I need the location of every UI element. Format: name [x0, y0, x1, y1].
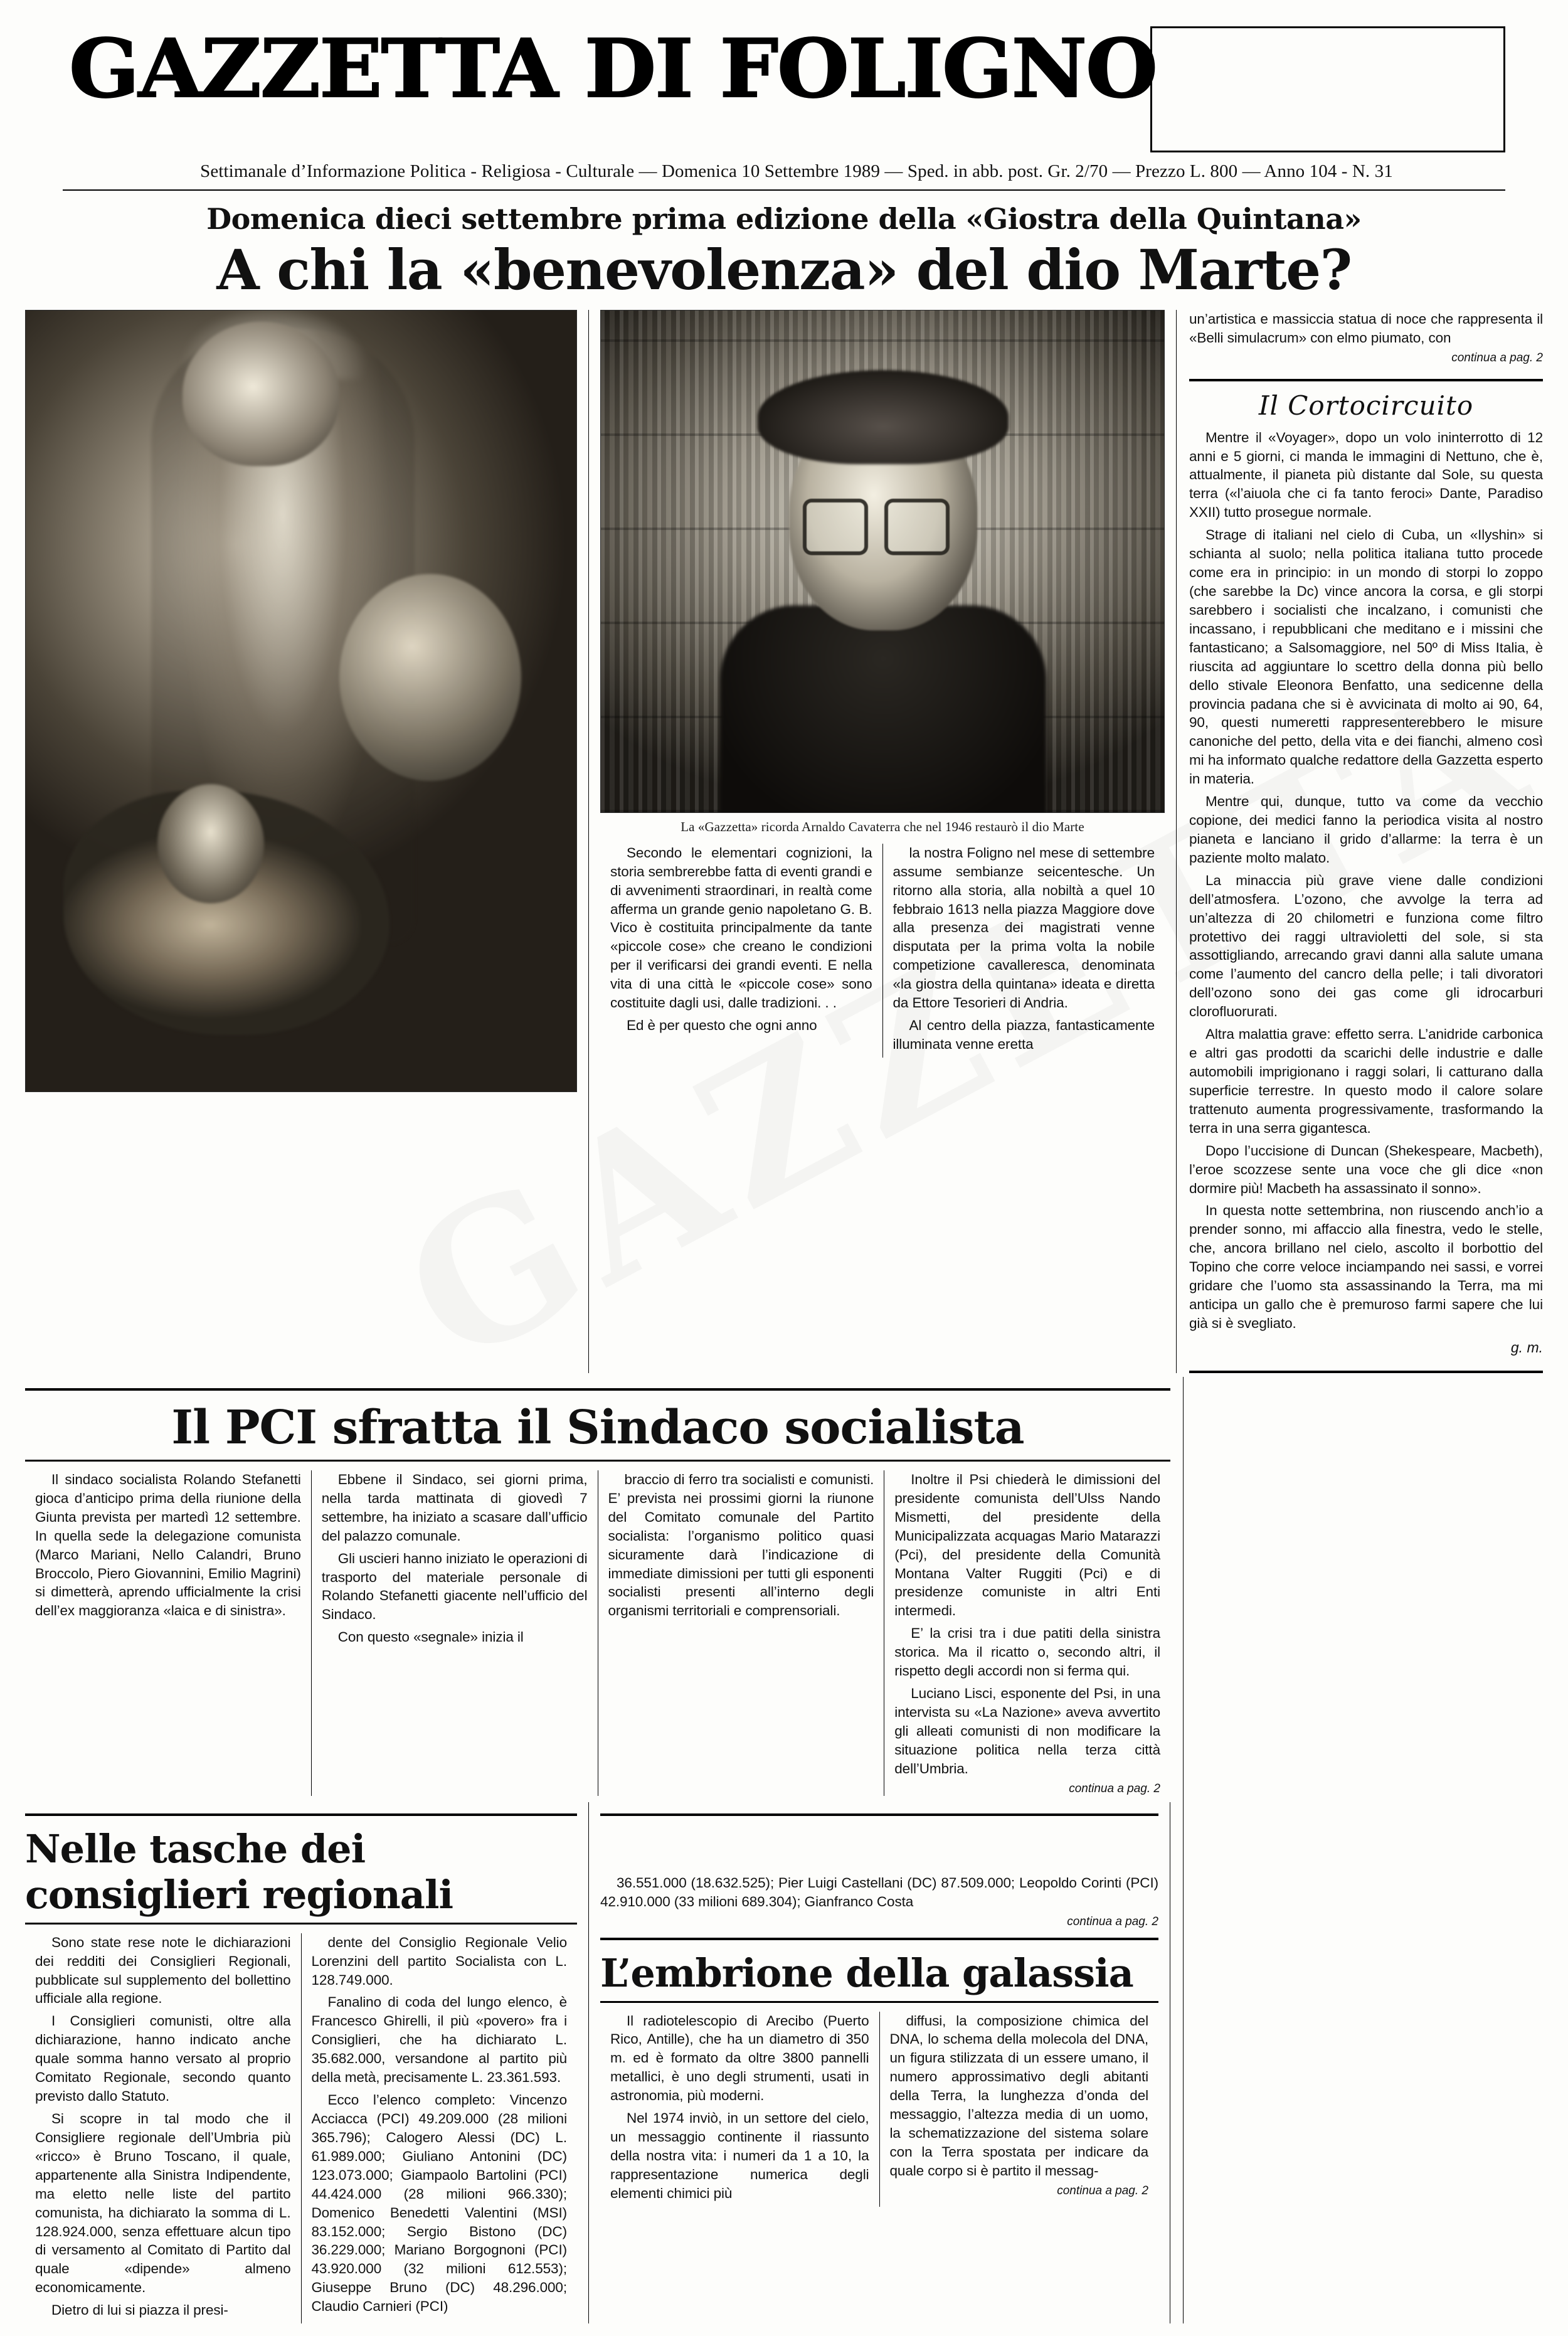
lead-kicker: Domenica dieci settembre prima edizione della «Giostra della Quintana»	[206, 202, 1362, 236]
eyeglass-right	[884, 499, 950, 555]
lead-col-2	[882, 844, 1165, 1058]
galassia-col-1	[600, 2012, 879, 2207]
masthead-rule	[63, 189, 1505, 191]
tasche-col-3-and-galassia	[589, 1802, 1170, 2323]
lead-center-column	[588, 310, 1177, 1373]
man-hat	[758, 370, 1009, 464]
statue-helmet	[183, 322, 339, 466]
lead-text-columns	[600, 844, 1165, 1058]
right-rail-lower	[1184, 1377, 1543, 2323]
masthead-empty-box	[1150, 26, 1505, 152]
paragraph: Mentre qui, dunque, tutto va come da vecchio copione, dei medici fanno la periodica visita al nostro pianeta e lanciano il grido d’allarme: la terra è un paziente molto malato.	[1189, 794, 1543, 866]
cortocircuito-signature: g. m.	[1510, 1339, 1543, 1356]
continua-note: continua a pag. 2	[1067, 1914, 1158, 1928]
pci-rule-top	[25, 1388, 1170, 1391]
newspaper-title: GAZZETTA DI FOLIGNO	[69, 22, 1157, 116]
continua-note: continua a pag. 2	[1069, 1781, 1160, 1795]
paragraph: Il radiotelescopio di Arecibo (Puerto Rico, Antille), che ha un diametro di 350 m. ed è formato da oltre 3800 pannelli metallici, è uno degli strumenti, usati in astronomia, più moderni.	[610, 2012, 869, 2104]
pci-rule-under	[25, 1460, 1170, 1462]
paragraph: Ebbene il Sindaco, sei giorni prima, nella tarda mattinata di giovedì 7 settembre, ha iniziato a scasare dall’ufficio del palazzo comunale.	[321, 1471, 588, 1544]
paragraph: Nel 1974 inviò, in un settore del cielo, un messaggio continente il riassunto della nostra vita: i numeri da 1 a 10, la rappresentazione numerica degli elementi chimici più	[610, 2110, 869, 2201]
galassia-rule-top	[600, 1938, 1158, 1940]
cortocircuito-rule-bottom	[1189, 1371, 1543, 1373]
pci-story	[25, 1377, 1184, 2323]
paragraph: Mentre il «Voyager», dopo un volo ininterrotto di 12 anni e 5 giorni, ci manda le immagini di Nettuno, che è, attualmente, il pianeta più distante dal Sole, su questa terra («l’aiuola che ci fa tanto feroci» Dante, Paradiso XXII) tutto prosegue normale.	[1189, 429, 1543, 521]
paragraph: In questa notte settembrina, non riuscendo anch’io a prender sonno, mi affaccio alla finestra, vedo le stelle, che, ancora brillano nel cielo, ascolto il borbottio del Topino che corre veloce inciampando nei sassi, e vorrei gridare che l’uomo sta assassinando la Terra, ma mi anticipa un gallo che è premuroso farmi sapere che lui già si è svegliato.	[1189, 1203, 1543, 1331]
paragraph: Dopo l’uccisione di Duncan (Shekespeare, Macbeth), l’eroe scozzese sente una voce che gli dice «non dormire più! Macbeth ha assassinato il sonno».	[1189, 1142, 1543, 1196]
galassia-headline: L’embrione della galassia	[600, 1950, 1133, 1996]
paragraph: La minaccia più grave viene dalle condizioni dell’atmosfera. L’ozono, che avvolge la terra ad un’altezza di 20 chilometri e funziona come filtro protettivo dei raggi ultravioletti del sole, si sta assottigliando, arrecando gravi danni alla salute umana come l’aumento del cancro della pelle; i tali divoratori dell’ozono sono dei gas come gli idrocarburi clorofluorurati.	[1189, 872, 1543, 1020]
paragraph: un’artistica e massiccia statua di noce che rappresenta il «Belli simulacrum» con elmo piumato, con	[1189, 311, 1543, 346]
paragraph: la nostra Foligno nel mese di settembre assume sembianze seicentesche. Un ritorno alla storia, alla nobiltà a quel 10 febbraio 1613 nella piazza Maggiore dove alla presenza dei magistrati venne disputata per la prima volta la nobile competizione cavalleresca, denominata «la giostra della quintana» ideata e diretta da Ettore Tesorieri di Andria.	[893, 844, 1155, 1011]
paragraph: Fanalino di coda del lungo elenco, è Francesco Ghirelli, il più «povero» fra i Consiglieri, che ha dichiarato L. 35.682.000, versandone al partito più della metà, precisamente L. 23.361.593.	[311, 1994, 567, 2086]
paragraph: Sono state rese note le dichiarazioni dei redditi dei Consiglieri Regionali, pubblicate sul supplemento del bollettino ufficiale alla regione.	[35, 1934, 291, 2007]
paragraph: I Consiglieri comunisti, oltre alla dichiarazione, hanno indicato anche quale somma hanno versato al proprio Comitato Regionale, secondo quanto previsto dallo Statuto.	[35, 2013, 291, 2105]
tasche-headline: Nelle tasche dei consiglieri regionali	[25, 1825, 453, 1918]
statue-shield	[339, 574, 521, 781]
galassia-col-2	[879, 2012, 1159, 2207]
photo-arnaldo-cavaterra	[600, 310, 1165, 813]
paragraph: Con questo «segnale» inizia il	[337, 1629, 524, 1645]
paragraph: Al centro della piazza, fantasticamente illuminata venne eretta	[893, 1017, 1155, 1052]
paragraph: diffusi, la composizione chimica del DNA, lo schema della molecola del DNA, un figura stilizzata di un essere umano, il numero approssimativo degli abitanti della Terra, la lunghezza d’onda del messaggio, l’altezza media di un uomo, la schematizzazione del sistema solare con la Terra spostata per indicare da quale corpo si è partito il messag-	[889, 2012, 1148, 2179]
lead-headline: A chi la «benevolenza» del dio Marte?	[216, 237, 1352, 302]
pci-col-2	[311, 1470, 598, 1796]
photo-dio-marte	[25, 310, 577, 1092]
tasche-col-1-wrap	[25, 1802, 589, 2323]
paragraph: Luciano Lisci, esponente del Psi, in una intervista su «La Nazione» aveva avvertito gli alleati comunisti di non modificare la situazione politica nella terza città dell’Umbria.	[894, 1686, 1160, 1776]
lead-story-area	[25, 310, 1543, 1373]
cortocircuito-rule-top	[1189, 379, 1543, 381]
pci-col-3	[598, 1470, 884, 1796]
paragraph: Si scopre in tal modo che il Consigliere regionale dell’Umbria più «ricco» è Bruno Toscano, il quale, appartenente alla Sinistra Indipendente, ma eletto nelle liste del partito comunista, ha dichiarato la somma di L. 128.924.000, senza effettuare alcun tipo di versamento al Comitato di Partito dal quale «dipende» almeno economicamente.	[35, 2110, 291, 2296]
cortocircuito-title: Il Cortocircuito	[1258, 390, 1474, 421]
lead-photo-column	[25, 310, 588, 1373]
tasche-col-1	[25, 1933, 301, 2323]
continua-note: continua a pag. 2	[1057, 2184, 1148, 2197]
tasche-rule-under	[25, 1923, 577, 1925]
galassia-rule-under	[600, 2001, 1158, 2003]
paragraph: Dietro di lui si piazza il presi-	[51, 2302, 228, 2318]
paragraph: Secondo le elementari cognizioni, la storia sembrerebbe fatta di eventi grandi e di avvenimenti straordinari, in realtà come afferma un grande genio napoletano G. B. Vico è costituita principalmente da tante «piccole cose» che creano le condizioni per il verificarsi dei grandi eventi. E nella vita di una città le «piccole cose» sono costituite dagli usi, dalle tradizioni. . .	[610, 844, 872, 1011]
pci-and-right	[25, 1377, 1543, 2323]
pci-col-4	[884, 1470, 1170, 1796]
pci-headline: Il PCI sfratta il Sindaco socialista	[171, 1400, 1024, 1455]
right-rail	[1177, 310, 1543, 1373]
paragraph: braccio di ferro tra socialisti e comunisti. E’ prevista nei prossimi giorni la riunone del Comitato comunale del Partito socialista: l’organismo politico quasi sicuramente darà l’indicazione di immediate dimissioni per tutti gli esponenti socialisti presenti all’interno degli organismi territoriali e comprensoriali.	[608, 1471, 874, 1619]
paragraph: Il sindaco socialista Rolando Stefanetti gioca d’anticipo prima della riunione della Giunta prevista per martedì 12 settembre. In quella sede la delegazione comunista (Marco Mariani, Nello Calandri, Bruno Broccolo, Piero Giovannini, Emilio Magrini) si dimetterà, aprendo ufficialmente la crisi dell’ex maggioranza «laica e di sinistra».	[35, 1471, 301, 1619]
masthead-subline: Settimanale d’Informazione Politica - Religiosa - Culturale — Domenica 10 Settembre 1989 — Sped. in abb. post. Gr. 2/70 — Prezzo L. 800 — Anno 104 - N. 31	[200, 161, 1393, 181]
paragraph: Strage di italiani nel cielo di Cuba, un «Ilyshin» si schianta al suolo; nella politica italiana tutto procede come era in principio: in un mondo di storpi lo zoppo (che sarebbe la Dc) vince ancora la corsa, e gli storpi sarebbero i socialisti che incalzano, i comunisti che incassano, i repubblicani che meditano e i missini che fantasticano; a Salsomaggiore, nel 50º di Miss Italia, è riuscita ad aggiuntare lo scettro della donna più bello dello stivale Eleonora Benfatto, una sedicenne della provincia padana che si è avvicinata di molto ai 90, 64, 90, questi numeretti rappresenterebbero le misure canoniche del petto, della vita e dei fianchi, almeno così mi ha informato qualche redattore della Gazzetta esperto in materia.	[1189, 527, 1543, 787]
paragraph: Ecco l’elenco completo: Vincenzo Acciacca (PCI) 49.209.000 (28 milioni 365.796); Calogero Alessi (DC) L. 61.989.000; Giuliano Antonini (DC) 123.073.000; Giampaolo Bartolini (PCI) 44.424.000 (28 milioni 966.330); Domenico Benedetti Valentini (MSI) 83.152.000; Sergio Bistono (DC) 36.229.000; Mariano Borgognoni (PCI) 43.920.000 (32 milioni 612.553); Giuseppe Bruno (DC) 48.296.000; Claudio Carnieri (PCI)	[311, 2092, 567, 2315]
tasche-columns-left	[25, 1933, 577, 2323]
pci-columns	[25, 1470, 1170, 1796]
tasche-rule-top	[25, 1813, 577, 1816]
lead-col-1	[600, 844, 882, 1058]
paragraph: Inoltre il Psi chiederà le dimissioni del presidente comunista dell’Ulss Nando Mismetti, del presidente della Municipalizzata acquagas Mario Matarazzi (Pci), del presidente della Comunità Montana Valter Ruggiti (Pci) e di presidenze comuniste in altri Enti intermedi.	[894, 1471, 1160, 1619]
paragraph: Altra malattia grave: effetto serra. L’anidride carbonica e altri gas prodotti da scarichi delle industrie e dalle automobili imprigionano i raggi solari, li catturano dalla superficie terrestre. In questo modo il calore solare trattenuto aumenta progressivamente, trasformando la terra in una serra gigantesca.	[1189, 1026, 1543, 1136]
paragraph: dente del Consiglio Regionale Velio Lorenzini dell partito Socialista con L. 128.749.000.	[311, 1934, 567, 1988]
paragraph: 36.551.000 (18.632.525); Pier Luigi Castellani (DC) 87.509.000; Leopoldo Corinti (PCI) 42.910.000 (33 milioni 689.304); Gianfranco Costa	[600, 1874, 1158, 1909]
man-body	[720, 605, 1046, 813]
eyeglass-left	[803, 499, 868, 555]
paragraph: Gli uscieri hanno iniziato le operazioni di trasporto del materiale personale di Rolando Stefanetti giacente nell’ufficio del Sindaco.	[321, 1550, 588, 1623]
paragraph: Ed è per questo che ogni anno	[627, 1017, 817, 1034]
masthead	[25, 21, 1543, 152]
galassia-columns	[600, 2012, 1158, 2207]
rider-figure	[157, 784, 264, 903]
pci-col-1	[25, 1470, 311, 1796]
photo-caption: La «Gazzetta» ricorda Arnaldo Cavaterra che nel 1946 restaurò il dio Marte	[681, 819, 1084, 834]
paragraph: E’ la crisi tra i due patiti della sinistra storica. Ma il ricatto o, secondo altri, il rispetto degli accordi non si ferma qui.	[894, 1625, 1160, 1679]
continua-note: continua a pag. 2	[1451, 351, 1543, 364]
bottom-stories	[25, 1802, 1170, 2323]
tasche-col-2	[301, 1933, 578, 2323]
